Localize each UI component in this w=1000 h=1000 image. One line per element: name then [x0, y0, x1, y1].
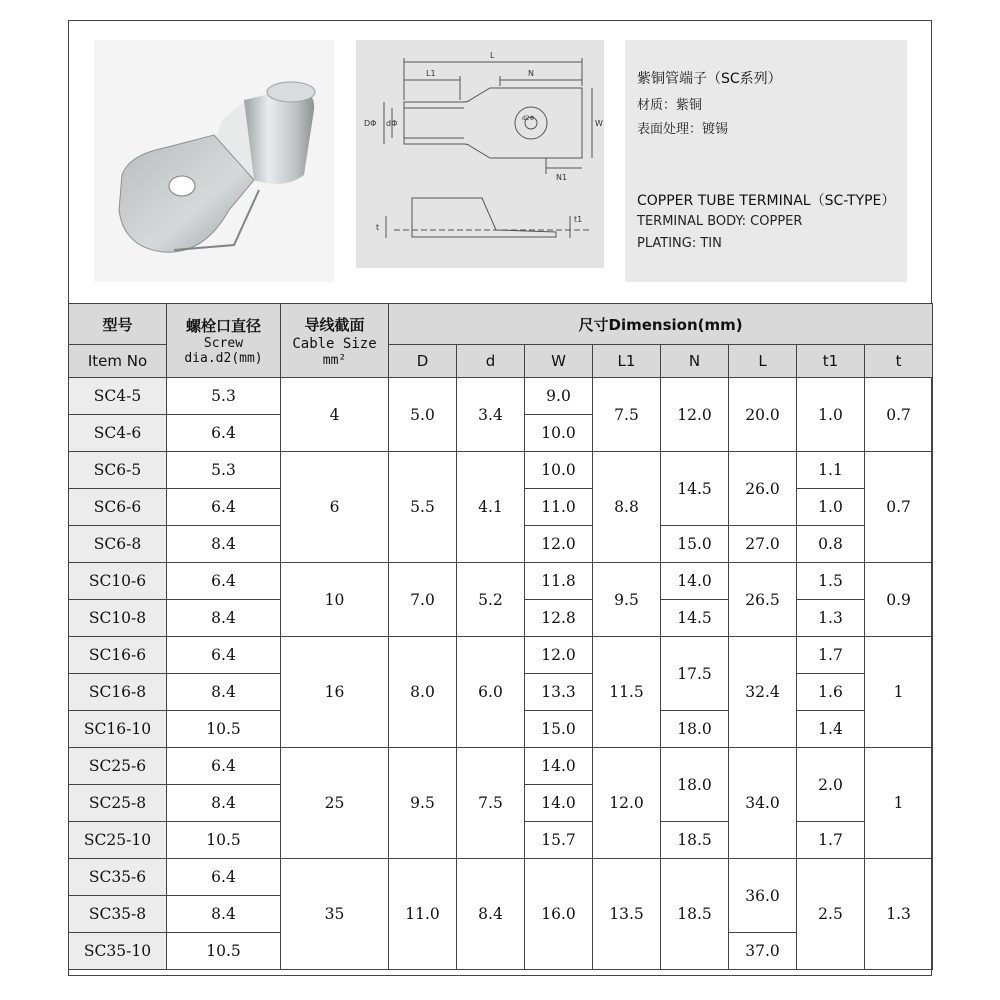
dim-W: 14.0 [525, 785, 593, 822]
item-no: SC6-5 [69, 452, 167, 489]
item-no: SC10-8 [69, 600, 167, 637]
dim-N: 18.0 [661, 748, 729, 822]
header-col-N: N [661, 345, 729, 378]
item-no: SC16-10 [69, 711, 167, 748]
dim-L: 37.0 [729, 933, 797, 970]
cable-size: 6 [281, 452, 389, 563]
dim-t1: 2.5 [797, 859, 865, 970]
dim-L: 27.0 [729, 526, 797, 563]
item-no: SC6-6 [69, 489, 167, 526]
screw-dia: 5.3 [167, 452, 281, 489]
item-no: SC16-8 [69, 674, 167, 711]
dim-D-label: DΦ [364, 119, 377, 128]
dim-d: 8.4 [457, 859, 525, 970]
table-row [69, 637, 933, 674]
screw-dia: 5.3 [167, 378, 281, 415]
header-cable-cn: 导线截面 [304, 315, 365, 334]
dim-N-label: N [528, 69, 534, 78]
dim-N: 14.0 [661, 563, 729, 600]
dim-N: 17.5 [661, 637, 729, 711]
header-col-D: D [389, 345, 457, 378]
dim-N: 18.0 [661, 711, 729, 748]
dim-t1: 1.7 [797, 822, 865, 859]
dim-L1: 13.5 [593, 859, 661, 970]
dim-L: 34.0 [729, 748, 797, 859]
item-no: SC4-5 [69, 378, 167, 415]
table-row [69, 452, 933, 489]
screw-dia: 6.4 [167, 637, 281, 674]
dim-D: 5.5 [389, 452, 457, 563]
dim-t1: 1.1 [797, 452, 865, 489]
screw-dia: 8.4 [167, 674, 281, 711]
dim-t1: 1.0 [797, 378, 865, 452]
dim-L-label: L [490, 51, 495, 60]
item-no: SC16-6 [69, 637, 167, 674]
dim-t1: 1.7 [797, 637, 865, 674]
screw-dia: 8.4 [167, 785, 281, 822]
header-cable-en: Cable Size [292, 335, 377, 352]
dim-d2-label: d2Φ [522, 115, 535, 122]
dim-d: 7.5 [457, 748, 525, 859]
dim-d: 4.1 [457, 452, 525, 563]
dim-t: 1.3 [865, 859, 933, 970]
screw-dia: 10.5 [167, 933, 281, 970]
header-col-L1: L1 [593, 345, 661, 378]
dim-t1: 0.8 [797, 526, 865, 563]
dim-W: 11.8 [525, 563, 593, 600]
dim-D: 5.0 [389, 378, 457, 452]
dim-t: 0.9 [865, 563, 933, 637]
dim-L1: 8.8 [593, 452, 661, 563]
dim-t: 0.7 [865, 452, 933, 563]
dim-W: 15.7 [525, 822, 593, 859]
plating-en: PLATING: TIN [637, 236, 722, 251]
cable-size: 16 [281, 637, 389, 748]
dim-W: 11.0 [525, 489, 593, 526]
dim-t: 1 [865, 637, 933, 748]
title-en: COPPER TUBE TERMINAL（SC-TYPE） [637, 193, 896, 209]
dim-t1: 1.4 [797, 711, 865, 748]
dim-t: 0.7 [865, 378, 933, 452]
screw-dia: 8.4 [167, 526, 281, 563]
dim-W: 10.0 [525, 452, 593, 489]
item-no: SC35-8 [69, 896, 167, 933]
cable-size: 4 [281, 378, 389, 452]
product-info [625, 40, 907, 282]
screw-dia: 10.5 [167, 711, 281, 748]
header-item-no: Item No [69, 345, 167, 378]
dim-t1: 1.3 [797, 600, 865, 637]
dim-W: 12.0 [525, 526, 593, 563]
cable-size: 35 [281, 859, 389, 970]
cable-size: 25 [281, 748, 389, 859]
product-photo [94, 40, 334, 282]
dim-N: 14.5 [661, 600, 729, 637]
item-no: SC6-8 [69, 526, 167, 563]
dim-d: 6.0 [457, 637, 525, 748]
dim-t-label: t [376, 223, 380, 232]
item-no: SC4-6 [69, 415, 167, 452]
dim-N: 12.0 [661, 378, 729, 452]
technical-drawing [356, 40, 604, 268]
dim-D: 11.0 [389, 859, 457, 970]
dim-L: 32.4 [729, 637, 797, 748]
dim-W: 14.0 [525, 748, 593, 785]
title-cn: 紫铜管端子（SC系列） [637, 71, 782, 87]
dim-N: 15.0 [661, 526, 729, 563]
item-no: SC35-6 [69, 859, 167, 896]
dim-N: 14.5 [661, 452, 729, 526]
dim-W: 13.3 [525, 674, 593, 711]
material-cn: 材质：紫铜 [637, 98, 703, 113]
header-screw-en2: dia.d2(mm) [184, 351, 263, 366]
screw-dia: 6.4 [167, 748, 281, 785]
dim-N1-label: N1 [556, 173, 568, 182]
screw-dia: 6.4 [167, 489, 281, 526]
header-col-L: L [729, 345, 797, 378]
header-dimension: 尺寸Dimension(mm) [389, 304, 933, 345]
spec-table [68, 303, 933, 970]
header-cable-unit: mm² [322, 352, 347, 368]
dim-N: 18.5 [661, 859, 729, 970]
dim-W: 9.0 [525, 378, 593, 415]
dim-d: 5.2 [457, 563, 525, 637]
table-row [69, 563, 933, 600]
header-col-W: W [525, 345, 593, 378]
dim-t1: 1.6 [797, 674, 865, 711]
screw-dia: 6.4 [167, 415, 281, 452]
dim-W: 12.8 [525, 600, 593, 637]
dim-L1: 11.5 [593, 637, 661, 748]
header-col-t1: t1 [797, 345, 865, 378]
dim-t1: 1.0 [797, 489, 865, 526]
item-no: SC25-10 [69, 822, 167, 859]
item-no: SC10-6 [69, 563, 167, 600]
dim-L: 20.0 [729, 378, 797, 452]
dim-D: 8.0 [389, 637, 457, 748]
dim-L1-label: L1 [426, 69, 436, 78]
dim-D: 7.0 [389, 563, 457, 637]
screw-dia: 6.4 [167, 859, 281, 896]
dim-W: 15.0 [525, 711, 593, 748]
screw-dia: 8.4 [167, 600, 281, 637]
header-col-t: t [865, 345, 933, 378]
dim-t1: 1.5 [797, 563, 865, 600]
dim-N: 18.5 [661, 822, 729, 859]
header-screw-cn: 螺栓口直径 [185, 317, 261, 335]
dim-W: 12.0 [525, 637, 593, 674]
dim-W-label: W [595, 119, 603, 128]
header-model-cn: 型号 [69, 304, 167, 345]
item-no: SC25-8 [69, 785, 167, 822]
body-en: TERMINAL BODY: COPPER [637, 214, 803, 229]
dim-L: 26.5 [729, 563, 797, 637]
table-row [69, 748, 933, 785]
dim-d: 3.4 [457, 378, 525, 452]
dim-d-label: dΦ [386, 119, 398, 128]
dim-L: 26.0 [729, 452, 797, 526]
dim-t: 1 [865, 748, 933, 859]
item-no: SC25-6 [69, 748, 167, 785]
table-row [69, 378, 933, 415]
screw-dia: 8.4 [167, 896, 281, 933]
dim-W: 10.0 [525, 415, 593, 452]
screw-dia: 6.4 [167, 563, 281, 600]
dim-L1: 12.0 [593, 748, 661, 859]
header-screw [167, 304, 281, 378]
dim-D: 9.5 [389, 748, 457, 859]
header-cable [281, 304, 389, 378]
dim-t1-label: t1 [574, 215, 583, 224]
table-row [69, 859, 933, 896]
dim-L: 36.0 [729, 859, 797, 933]
header-screw-en1: Screw [203, 336, 244, 351]
surface-cn: 表面处理：镀锡 [637, 122, 729, 137]
header-col-d: d [457, 345, 525, 378]
dim-W: 16.0 [525, 859, 593, 970]
dim-L1: 7.5 [593, 378, 661, 452]
dim-L1: 9.5 [593, 563, 661, 637]
item-no: SC35-10 [69, 933, 167, 970]
cable-size: 10 [281, 563, 389, 637]
screw-dia: 10.5 [167, 822, 281, 859]
dim-t1: 2.0 [797, 748, 865, 822]
